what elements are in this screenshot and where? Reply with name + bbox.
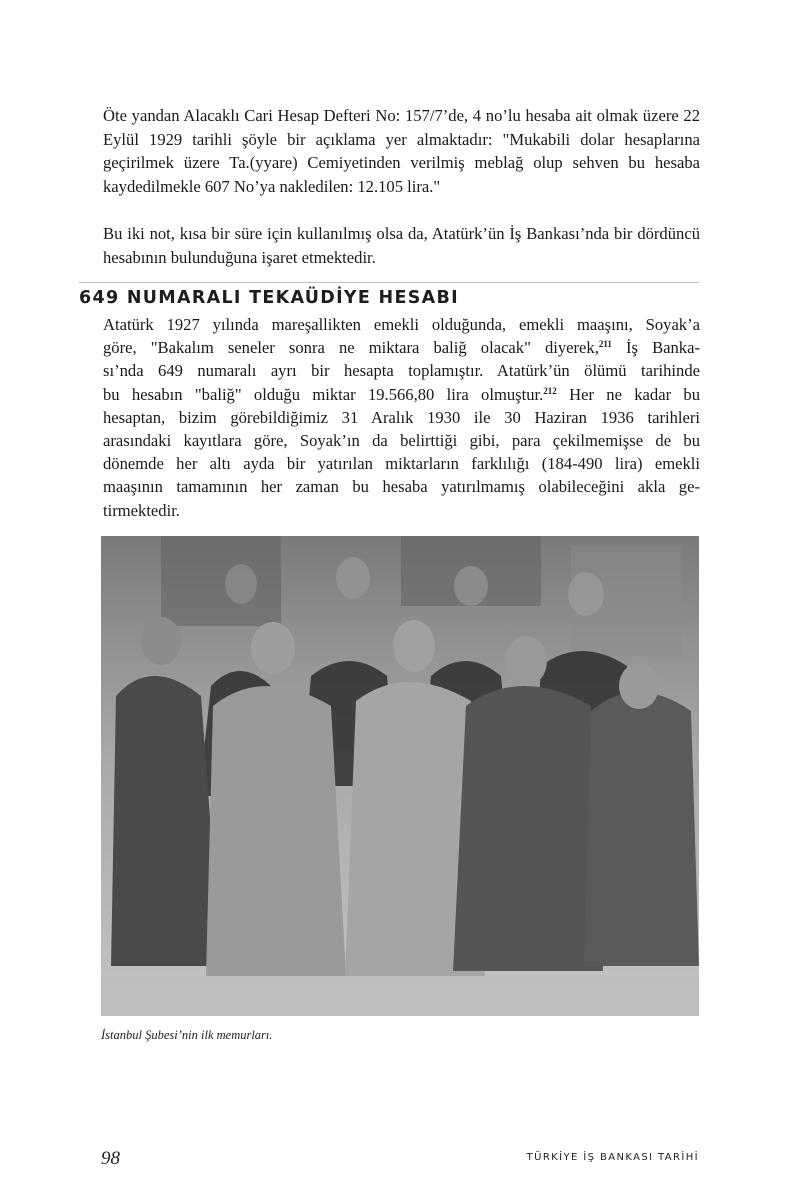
section-line: sı’nda 649 numaralı ayrı bir hesapta toplamıştır. Atatürk’ün ölümü tarihinde [103, 361, 700, 381]
group-photo-illustration [101, 536, 699, 1016]
second-paragraph: Bu iki not, kısa bir süre için kullanılmış olsa da, Atatürk’ün İş Bankası’nda bir dördüncü hesabının bulunduğuna işaret etmektedir. [103, 224, 700, 267]
section-line: arasındaki kayıtlara göre, Soyak’ın da belirttiği gibi, para çekilmemişse de bu [103, 431, 700, 451]
section-line-part: Her ne kadar bu [556, 384, 701, 404]
photo-caption: İstanbul Şubesi’nin ilk memurları. [101, 1028, 273, 1042]
section-paragraph [103, 313, 700, 522]
section-heading: 649 NUMARALI TEKAÜDİYE HESABI [79, 288, 459, 308]
section-line-part: İş Banka- [611, 338, 700, 358]
section-line [103, 383, 700, 406]
section-line [103, 336, 700, 359]
section-line: tirmektedir. [103, 500, 180, 520]
section-line: maaşının tamamının her zaman bu hesaba yatırılmamış olabileceğini akla ge- [103, 477, 700, 497]
section-line-part: göre, "Bakalım seneler sonra ne miktara baliğ olacak" diyerek, [103, 338, 599, 358]
section-line: Atatürk 1927 yılında mareşallikten emekli olduğunda, emekli maaşını, Soyak’a [103, 315, 700, 334]
section-line: dönemde her altı ayda bir yatırılan miktarların farklılığı (184-490 lira) emekli [103, 454, 700, 474]
section-divider [79, 282, 699, 283]
footnote-ref: 211 [598, 339, 612, 350]
section-line: hesaptan, bizim görebildiğimiz 31 Aralık 1930 ile 30 Haziran 1936 tarihleri [103, 407, 700, 427]
intro-paragraph: Öte yandan Alacaklı Cari Hesap Defteri No: 157/7’de, 4 no’lu hesaba ait olmak üzere 22 Eylül 1929 tarihli şöyle bir açıklama yer almaktadır: "Mukabili dolar hesaplarına geçirilmek üzere Ta.(yyare) Cemiyetinden verilmiş meblağ olup sehven bu hesaba kaydedilmekle 607 No’ya nakledilen: 12.105 lira." [103, 106, 700, 196]
running-title: TÜRKİYE İŞ BANKASI TARİHİ [526, 1152, 699, 1163]
section-line-part: bu hesabın "baliğ" olduğu miktar 19.566,80 lira olmuştur. [103, 384, 544, 404]
footnote-ref: 212 [543, 385, 557, 396]
group-photo [101, 536, 699, 1016]
page-number: 98 [101, 1148, 120, 1169]
